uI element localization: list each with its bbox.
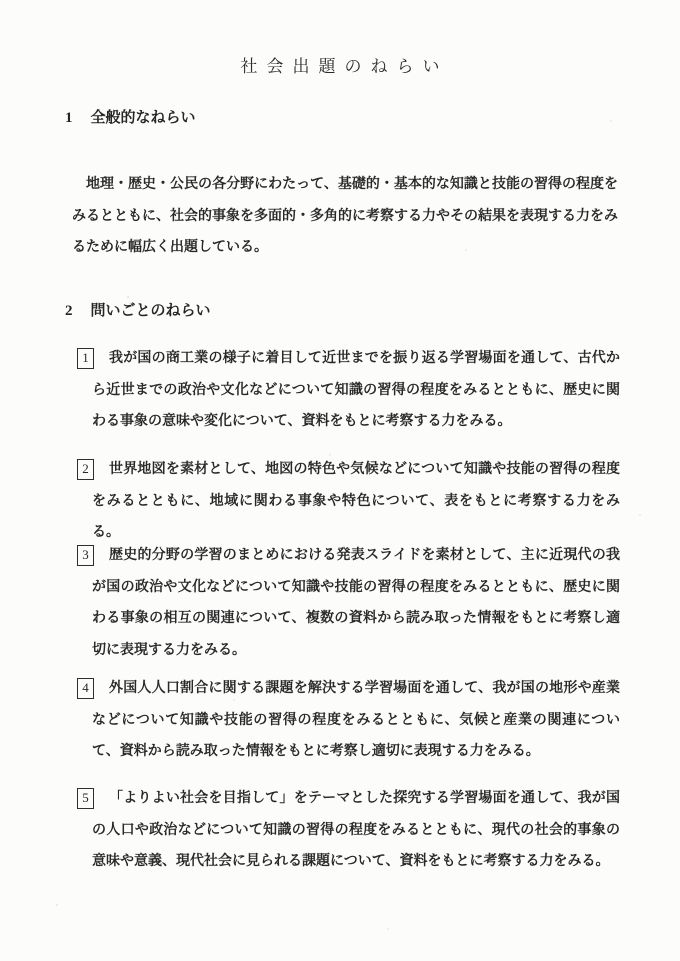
question-3-number-box: 3	[77, 545, 94, 566]
section-2-heading	[65, 299, 211, 320]
question-2-number-box: 2	[77, 459, 94, 480]
question-1-text: 我が国の商工業の様子に着目して近世までを振り返る学習場面を通して、古代から近世までの政治や文化などについて知識の習得の程度をみるとともに、歴史に関わる事象の意味や変化について、資料をもとに考察する力をみる。	[92, 351, 620, 429]
question-2-text: 世界地図を素材として、地図の特色や気候などについて知識や技能の習得の程度をみるとともに、地域に関わる事象や特色について、表をもとに考察する力をみる。	[92, 462, 620, 540]
question-1-number-box: 1	[77, 348, 94, 369]
question-3-text: 歴史的分野の学習のまとめにおける発表スライドを素材として、主に近現代の我が国の政治や文化などについて知識や技能の習得の程度をみるとともに、歴史に関わる事象の相互の関連について、複数の資料から読み取った情報をもとに考察し適切に表現する力をみる。	[92, 548, 620, 658]
question-item-5	[82, 783, 620, 878]
question-item-3	[82, 540, 620, 666]
section-2-title: 問いごとのねらい	[90, 303, 211, 319]
section-1-body-paragraph: 地理・歴史・公民の各分野にわたって、基礎的・基本的な知識と技能の習得の程度をみるとともに、社会的事象を多面的・多角的に考察する力やその結果を表現する力をみるために幅広く出題している。	[72, 177, 618, 255]
page-title: 社会出題のねらい	[240, 57, 449, 76]
question-5-number-box: 5	[77, 788, 94, 809]
question-item-4	[82, 673, 620, 768]
section-1-title: 全般的なねらい	[90, 110, 196, 126]
question-item-2	[82, 454, 620, 549]
question-4-number-box: 4	[77, 678, 94, 699]
question-4-text: 外国人人口割合に関する課題を解決する学習場面を通して、我が国の地形や産業などについて知識や技能の習得の程度をみるとともに、気候と産業の関連について、資料から読み取った情報をもとに考察し適切に表現する力をみる。	[92, 681, 620, 759]
question-item-1	[82, 343, 620, 438]
section-1-heading	[65, 106, 196, 127]
section-2-number: 2	[65, 303, 73, 319]
section-1-number: 1	[65, 110, 73, 126]
question-5-text: 「よりよい社会を目指して」をテーマとした探究する学習場面を通して、我が国の人口や政治などについて知識の習得の程度をみるとともに、現代の社会的事象の意味や意義、現代社会に見られる課題について、資料をもとに考察する力をみる。	[92, 791, 620, 869]
